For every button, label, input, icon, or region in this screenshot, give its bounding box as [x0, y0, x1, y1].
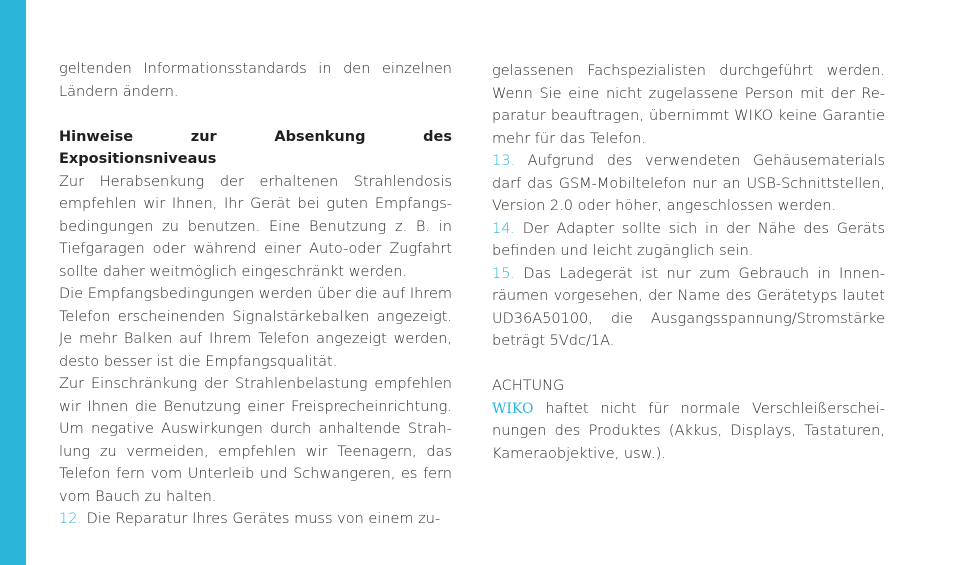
paragraph-repair: gelassenen Fachspezialisten durchgeführt werden. Wenn Sie eine nicht zugelassene Person mit der Reparatur beauftragen, übernimmt WIKO keine Garantie mehr für das Telefon. [492, 63, 885, 147]
right-column [492, 60, 885, 465]
brand-name: WIKO [492, 400, 534, 417]
item-number: 13. [492, 153, 516, 169]
list-item-12 [59, 508, 452, 531]
item-number: 15. [492, 265, 516, 282]
warranty-text: haftet nicht für normale Verschleißerscheinungen des Produktes (Akkus, Displays, Tastaturen, Kameraobjektive, usw.). [492, 400, 885, 462]
item-text: Das Ladegerät ist nur zum Gebrauch in Innenräumen vorgesehen, der Name des Gerätetyps lautet UD36A50100, die Ausgangsspannung/Stromstärke beträgt 5Vdc/1A. [492, 265, 885, 349]
item-number: 14. [492, 220, 516, 237]
paragraph-continuation: geltenden Informationsstandards in den einzelnen Ländern ändern. [59, 61, 452, 100]
section-heading: Hinweise zur Absenkung des Expositionsniveaus [59, 128, 452, 167]
list-item-13 [492, 150, 885, 218]
paragraph-warranty [492, 398, 885, 466]
item-text: Aufgrund des verwendeten Gehäusematerials darf das GSM-Mobiltelefon nur an USB-Schnittstellen, Version 2.0 oder höher, angeschlossen werden. [492, 153, 885, 214]
list-item-14 [492, 218, 885, 263]
paragraph-handsfree: Zur Einschränkung der Strahlenbelastung empfehlen wir Ihnen die Benutzung einer Freisprecheinrichtung. Um negative Auswirkungen durch anhaltende Strahlung zu vermeiden, empfehlen wir Teenagern, das Telefon fern vom Unterleib und Schwangeren, es fern vom Bauch zu halten. [59, 376, 452, 505]
accent-sidebar [0, 0, 26, 565]
left-column [59, 58, 452, 531]
list-item-15 [492, 263, 885, 353]
paragraph-exposure: Zur Herabsenkung der erhaltenen Strahlendosis empfehlen wir Ihnen, Ihr Gerät bei guten Empfangsbedingungen zu benutzen. Eine Benutzung z. B. in Tiefgaragen oder während einer Auto-oder Zugfahrt sollte daher weitmöglich eingeschränkt werden. [59, 173, 452, 280]
item-number: 12. [59, 511, 83, 527]
item-text: Der Adapter sollte sich in der Nähe des Geräts befinden und leicht zugänglich sein. [492, 220, 885, 259]
item-text: Die Reparatur Ihres Gerätes muss von einem zu- [82, 511, 441, 527]
warning-heading: ACHTUNG [492, 378, 565, 394]
paragraph-reception: Die Empfangsbedingungen werden über die auf Ihrem Telefon erscheinenden Signalstärkebalken angezeigt. Je mehr Balken auf Ihrem Telefon angezeigt werden, desto besser ist die Empfangsqualität. [59, 286, 452, 370]
